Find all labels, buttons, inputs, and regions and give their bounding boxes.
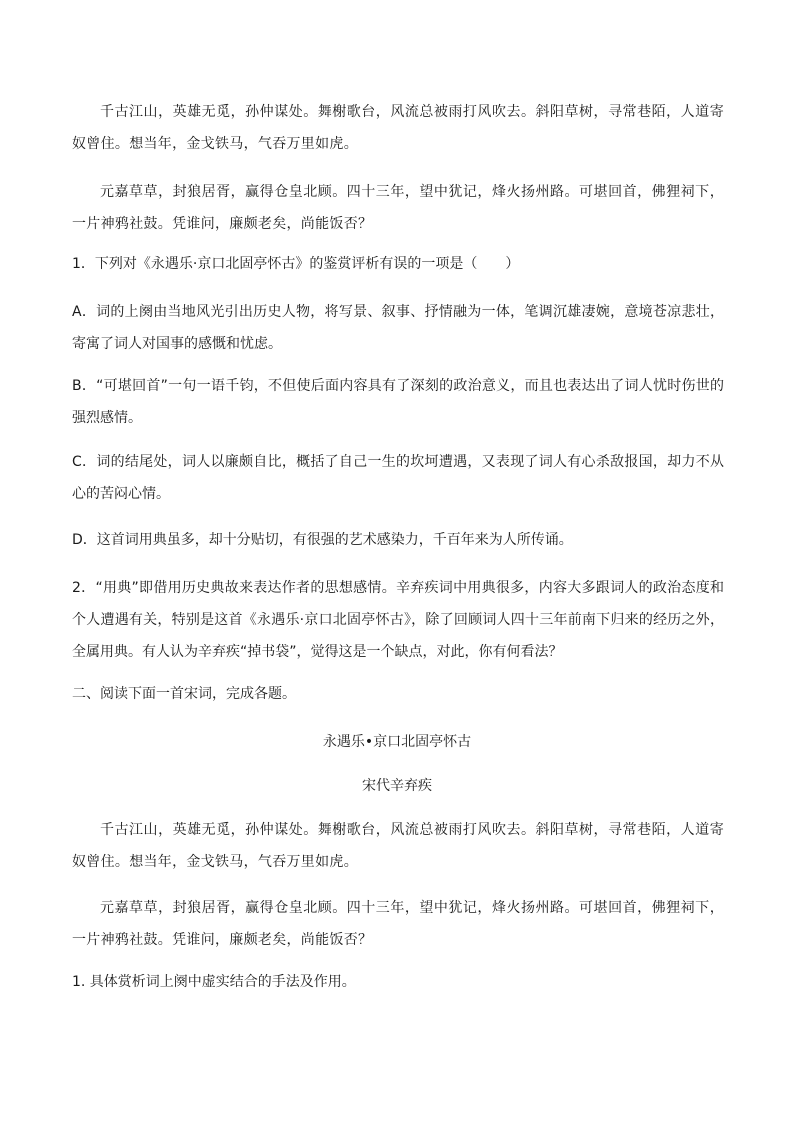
poem2-stanza1: 千古江山，英雄无觅，孙仲谋处。舞榭歌台，风流总被雨打风吹去。斜阳草树，寻常巷陌，人道寄奴曾住。想当年，金戈铁马，气吞万里如虎。	[72, 822, 724, 870]
poem2-title: 永遇乐•京口北固亭怀古	[322, 734, 472, 750]
poem1-stanza2: 元嘉草草，封狼居胥，赢得仓皇北顾。四十三年，望中犹记，烽火扬州路。可堪回首，佛狸祠下，一片神鸦社鼓。凭谁问，廉颇老矣，尚能饭否？	[72, 184, 724, 232]
option-a: A．词的上阕由当地风光引出历史人物，将写景、叙事、抒情融为一体，笔调沉雄凄婉，意境苍凉悲壮，寄寓了词人对国事的感慨和忧虑。	[72, 304, 724, 352]
option-b: B．“可堪回首”一句一语千钧，不但使后面内容具有了深刻的政治意义，而且也表达出了词人忧时伤世的强烈感情。	[72, 378, 724, 426]
section-2-heading: 二、阅读下面一首宋词，完成各题。	[72, 686, 296, 702]
poem2-stanza2: 元嘉草草，封狼居胥，赢得仓皇北顾。四十三年，望中犹记，烽火扬州路。可堪回首，佛狸祠下，一片神鸦社鼓。凭谁问，廉颇老矣，尚能饭否？	[72, 900, 724, 948]
question-2-1: 1. 具体赏析词上阕中虚实结合的手法及作用。	[72, 974, 356, 990]
question-1: 1．下列对《永遇乐·京口北固亭怀古》的鉴赏评析有误的一项是（ ）	[72, 256, 520, 272]
question-2: 2．“用典”即借用历史典故来表达作者的思想感情。辛弃疾词中用典很多，内容大多跟词人的政治态度和个人遭遇有关，特别是这首《永遇乐·京口北固亭怀古》，除了回顾词人四十三年前南下归来的经历之外，全属用典。有人认为辛弃疾“掉书袋”，觉得这是一个缺点，对此，你有何看法？	[72, 580, 724, 660]
option-d: D．这首词用典虽多，却十分贴切，有很强的艺术感染力，千百年来为人所传诵。	[72, 532, 573, 548]
option-c: C．词的结尾处，词人以廉颇自比，概括了自己一生的坎坷遭遇，又表现了词人有心杀敌报国，却力不从心的苦闷心情。	[72, 454, 724, 502]
poem1-stanza1: 千古江山，英雄无觅，孙仲谋处。舞榭歌台，风流总被雨打风吹去。斜阳草树，寻常巷陌，人道寄奴曾住。想当年，金戈铁马，气吞万里如虎。	[72, 104, 724, 152]
poem2-author: 宋代辛弃疾	[362, 778, 432, 794]
